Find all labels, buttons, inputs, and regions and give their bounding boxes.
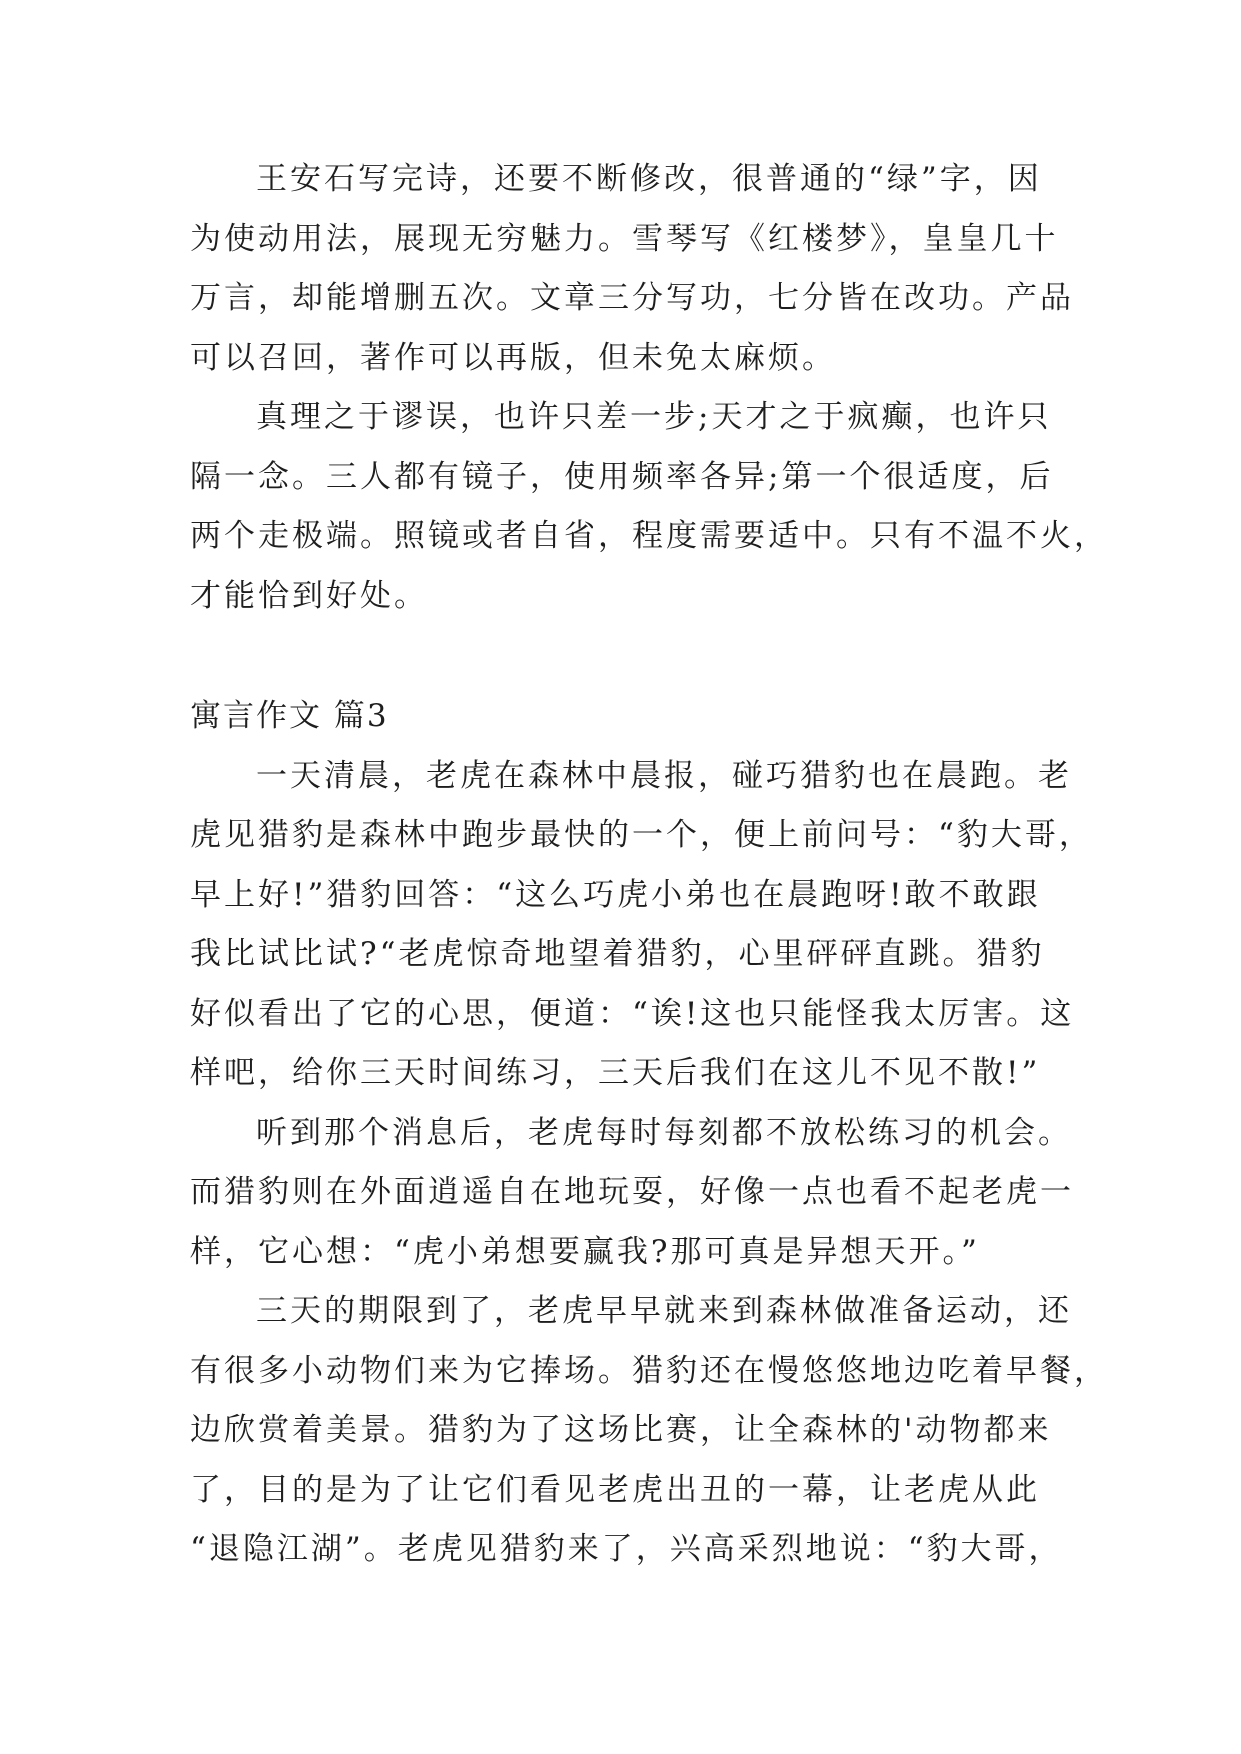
text-line: 为使动用法，展现无穷魅力。雪琴写《红楼梦》，皇皇几十 xyxy=(190,220,1059,257)
document-page xyxy=(190,150,1108,1580)
text-line: 我比试比试?“老虎惊奇地望着猎豹，心里砰砰直跳。猎豹 xyxy=(190,936,1045,972)
text-line: 听到那个消息后，老虎每时每刻都不放松练习的机会。 xyxy=(256,1114,1072,1151)
text-line: 可以召回，著作可以再版，但未免太麻烦。 xyxy=(190,339,836,376)
paragraph-2 xyxy=(190,388,1108,626)
text-line: 样吧，给你三天时间练习，三天后我们在这儿不见不散!” xyxy=(190,1055,1041,1091)
section-heading: 寓言作文 篇3 xyxy=(190,698,389,734)
text-line: “退隐江湖”。老虎见猎豹来了，兴高采烈地说：“豹大哥， xyxy=(190,1531,1063,1567)
text-line: 虎见猎豹是森林中跑步最快的一个，便上前问号：“豹大哥， xyxy=(190,817,1093,853)
text-line: 而猎豹则在外面逍遥自在地玩耍，好像一点也看不起老虎一 xyxy=(190,1174,1074,1210)
text-line: 好似看出了它的心思，便道：“诶!这也只能怪我太厉害。这 xyxy=(190,995,1075,1032)
section-spacer xyxy=(190,626,1058,687)
text-line: 样，它心想：“虎小弟想要赢我?那可真是异想天开。” xyxy=(190,1233,980,1270)
text-line: 三天的期限到了，老虎早早就来到森林做准备运动，还 xyxy=(256,1293,1072,1329)
text-line: 隔一念。三人都有镜子，使用频率各异;第一个很适度，后 xyxy=(190,458,1054,495)
text-line: 了，目的是为了让它们看见老虎出丑的一幕，让老虎从此 xyxy=(190,1471,1040,1508)
text-line: 一天清晨，老虎在森林中晨报，碰巧猎豹也在晨跑。老 xyxy=(256,757,1072,794)
text-line: 王安石写完诗，还要不断修改，很普通的“绿”字，因 xyxy=(256,161,1042,197)
text-line: 边欣赏着美景。猎豹为了这场比赛，让全森林的'动物都来 xyxy=(190,1412,1052,1448)
paragraph-3 xyxy=(190,747,1093,1104)
text-line: 有很多小动物们来为它捧场。猎豹还在慢悠悠地边吃着早餐， xyxy=(190,1352,1108,1389)
paragraph-1 xyxy=(190,150,1074,388)
paragraph-5 xyxy=(190,1282,1108,1580)
text-line: 早上好!”猎豹回答：“这么巧虎小弟也在晨跑呀!敢不敢跟 xyxy=(190,876,1041,913)
text-line: 万言，却能增删五次。文章三分写功，七分皆在改功。产品 xyxy=(190,280,1074,316)
text-line: 真理之于谬误，也许只差一步;天才之于疯癫，也许只 xyxy=(256,399,1052,435)
text-line: 两个走极端。照镜或者自省，程度需要适中。只有不温不火， xyxy=(190,518,1108,554)
paragraph-4 xyxy=(190,1104,1074,1283)
text-line: 才能恰到好处。 xyxy=(190,577,428,614)
